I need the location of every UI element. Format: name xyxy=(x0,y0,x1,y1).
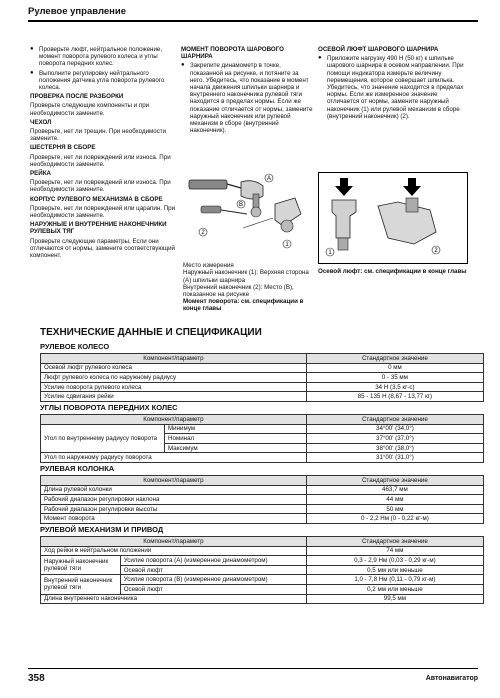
figure-label: A xyxy=(266,176,272,182)
figure-label: 1 xyxy=(328,250,332,256)
table-header-row xyxy=(41,476,484,486)
cell: Усилие поворота (В) (измеренное динамометром) xyxy=(120,575,306,585)
cell: 463,7 мм xyxy=(306,485,483,495)
cell: 34°00' (34,0°) xyxy=(306,424,483,434)
dynamometer-shape xyxy=(189,180,227,189)
table-row xyxy=(41,495,484,505)
cell: Минимум xyxy=(165,424,307,434)
header-cell: Компонент/параметр xyxy=(41,354,307,364)
header-cell: Компонент/параметр xyxy=(41,415,307,425)
table-header-row xyxy=(41,415,484,425)
table-row xyxy=(41,546,484,556)
section-title: ШЕСТЕРНЯ В СБОРЕ xyxy=(30,144,96,152)
figure-caption xyxy=(183,255,315,320)
cell: Длина рулевой колонки xyxy=(41,485,307,495)
cell: 74 мм xyxy=(306,546,483,556)
cell: Длина внутреннего наконечника xyxy=(41,594,307,604)
page-header-title: Рулевое управление xyxy=(28,6,127,17)
table-title: РУЛЕВОЙ МЕХАНИЗМ И ПРИВОД xyxy=(40,525,164,534)
ball-joint-axial-figure xyxy=(318,172,468,264)
cell: 44 мм xyxy=(306,495,483,505)
wheel-angles-table xyxy=(40,414,484,463)
section-title: НАРУЖНЫЕ И ВНУТРЕННИЕ НАКОНЕЧНИКИ РУЛЕВЫХ ТЯГ xyxy=(30,221,167,236)
cell: 34 Н (3,5 кг-с) xyxy=(306,382,483,392)
section-text: Проверьте следующие параметры. Если они отличаются от нормы, замените соответствующий компонент. xyxy=(30,237,176,260)
caption-text: Место измерения Наружный наконечник (1): Верхняя сторона (А) шпильки шарнира Внутренний наконечник (2): Место (В), показанное на рисунке xyxy=(183,262,309,299)
table-title: РУЛЕВАЯ КОЛОНКА xyxy=(40,464,115,473)
cell: Момент поворота xyxy=(41,514,307,524)
cell: 37°00' (37,0°) xyxy=(306,434,483,444)
section-title: КОРПУС РУЛЕВОГО МЕХАНИЗМА В СБОРЕ xyxy=(30,195,163,203)
figure-label: 1 xyxy=(285,242,289,248)
footer-brand: Автонавигатор xyxy=(425,675,478,682)
cell: Усилие сдвигания рейки xyxy=(41,392,307,402)
cell: Угол по внутреннему радиусу поворота xyxy=(41,424,165,453)
header-cell: Стандартное значение xyxy=(306,476,483,486)
section-text: Проверьте, нет ли повреждений или износа. При необходимости замените. xyxy=(30,153,171,168)
figure-label: B xyxy=(238,202,244,208)
cell: 1,0 - 7,8 Нм (0,11 - 0,79 кг-м) xyxy=(306,575,483,585)
column-3 xyxy=(318,46,468,122)
section-title: РЕЙКА xyxy=(30,170,51,178)
table-row xyxy=(41,373,484,383)
table-header-row xyxy=(41,537,484,547)
table-row xyxy=(41,485,484,495)
table-row xyxy=(41,556,484,566)
footer-rule xyxy=(28,668,478,669)
section-text: Проверьте следующие компоненты и при необходимости замените. xyxy=(30,102,150,117)
cell: 0,3 - 2,9 Нм (0,03 - 0,29 кг-м) xyxy=(306,556,483,566)
bullet: ● Закрепите динамометр в точке, показанной на рисунке, и потяните за него. Убедитесь, что показание в момент начала движения шпильки шарнира и внутреннего наконечника рулевой тяги находится в пределах нормы. Если же показание отличается от нормы, замените наружный наконечник или рулевой механизм в сборе (внутренний наконечник). xyxy=(181,62,313,134)
cell: 0 - 35 мм xyxy=(306,373,483,383)
cell: 0 - 2,2 Нм (0 - 0,22 кг-м) xyxy=(306,514,483,524)
table-row xyxy=(41,392,484,402)
specs-title: ТЕХНИЧЕСКИЕ ДАННЫЕ И СПЕЦИФИКАЦИИ xyxy=(40,327,262,338)
cell: Внутренний наконечник рулевой тяги xyxy=(41,575,121,594)
column-2 xyxy=(181,46,313,136)
cell: Максимум xyxy=(165,443,307,453)
cell: Осевой люфт xyxy=(120,584,306,594)
cell: Наружный наконечник рулевой тяги xyxy=(41,556,121,575)
steering-column-table xyxy=(40,475,484,524)
table-row xyxy=(41,453,484,463)
cell: 0,5 мм или меньше xyxy=(306,565,483,575)
section-text: Проверьте, нет ли трещин. При необходимости замените. xyxy=(30,128,167,143)
table-row xyxy=(41,594,484,604)
figure-label: 2 xyxy=(434,248,438,254)
bullet-2: ● Выполните регулировку нейтрального положения датчика угла поворота рулевого колеса. xyxy=(30,70,178,92)
section-title: ЧЕХОЛ xyxy=(30,118,52,126)
table-title: УГЛЫ ПОВОРОТА ПЕРЕДНИХ КОЛЕС xyxy=(40,403,178,412)
steering-gear-table xyxy=(40,536,484,604)
column-1 xyxy=(30,46,178,261)
section-title: ПРОВЕРКА ПОСЛЕ РАЗБОРКИ xyxy=(30,93,124,101)
ball-joint-torque-figure xyxy=(183,168,311,252)
cell: Усилие поворота рулевого колеса xyxy=(41,382,307,392)
cell: Рабочий диапазон регулировки высоты xyxy=(41,504,307,514)
cell: Осевой люфт xyxy=(120,565,306,575)
cell: 50 мм xyxy=(306,504,483,514)
table-row xyxy=(41,504,484,514)
tie-rod-end-shape xyxy=(241,181,263,199)
figure-label: 2 xyxy=(201,230,205,236)
cell: Люфт рулевого колеса по наружному радиусу xyxy=(41,373,307,383)
section-text: Проверьте, нет ли повреждений или износа. При необходимости замените. xyxy=(30,179,171,194)
table-row xyxy=(41,575,484,585)
section-title: ОСЕВОЙ ЛЮФТ ШАРОВОГО ШАРНИРА xyxy=(318,46,439,53)
table-header-row xyxy=(41,354,484,364)
cell: 31°00' (31,0°) xyxy=(306,453,483,463)
steering-wheel-table xyxy=(40,353,484,402)
cell: Угол по наружному радиусу поворота xyxy=(41,453,307,463)
header-cell: Стандартное значение xyxy=(306,354,483,364)
cell: 85 - 135 Н (8,67 - 13,77 кг) xyxy=(306,392,483,402)
cell: 99,5 мм xyxy=(306,594,483,604)
table-row xyxy=(41,514,484,524)
table-title: РУЛЕВОЕ КОЛЕСО xyxy=(40,342,110,351)
cell: Усилие поворота (А) (измеренное динамометром) xyxy=(120,556,306,566)
cell: 38°00' (38,0°) xyxy=(306,443,483,453)
header-cell: Стандартное значение xyxy=(306,537,483,547)
page-number: 358 xyxy=(28,673,45,684)
dynamometer-shape xyxy=(201,206,221,213)
section-title: МОМЕНТ ПОВОРОТА ШАРОВОГО ШАРНИРА xyxy=(181,46,284,61)
table-row xyxy=(41,382,484,392)
figure-caption: Осевой люфт: см. спецификации в конце главы xyxy=(318,268,467,275)
header-cell: Компонент/параметр xyxy=(41,476,307,486)
cell: 0 мм xyxy=(306,363,483,373)
cell: Рабочий диапазон регулировки наклона xyxy=(41,495,307,505)
section-text: Проверьте, нет ли повреждений или царапин. При необходимости замените. xyxy=(30,204,176,220)
header-rule xyxy=(28,20,478,22)
caption-bold: Момент поворота: см. спецификации в конце главы xyxy=(183,298,304,313)
cell: Ход рейки в нейтральном положении xyxy=(41,546,307,556)
table-row xyxy=(41,424,484,434)
cell: Номинал xyxy=(165,434,307,444)
bullet: ● Приложите нагрузку 490 Н (50 кг) к шпильке шарового шарнира в осевом направлении. При помощи индикатора измерьте величину перемещения, которое совершает шпилька. Убедитесь, что значение находится в пределах нормы. Если же измеренное значение отличается от нормы, замените наружный наконечник (1) или рулевой механизм в сборе (внутренний наконечник) (2). xyxy=(318,55,468,120)
bullet-1: ● Проверьте люфт, нейтральное положение, момент поворота рулевого колеса и углы поворота передних колес. xyxy=(30,46,178,68)
header-cell: Компонент/параметр xyxy=(41,537,307,547)
header-cell: Стандартное значение xyxy=(306,415,483,425)
table-row xyxy=(41,363,484,373)
cell: 0,2 мм или меньше xyxy=(306,584,483,594)
cell: Осевой люфт рулевого колеса xyxy=(41,363,307,373)
